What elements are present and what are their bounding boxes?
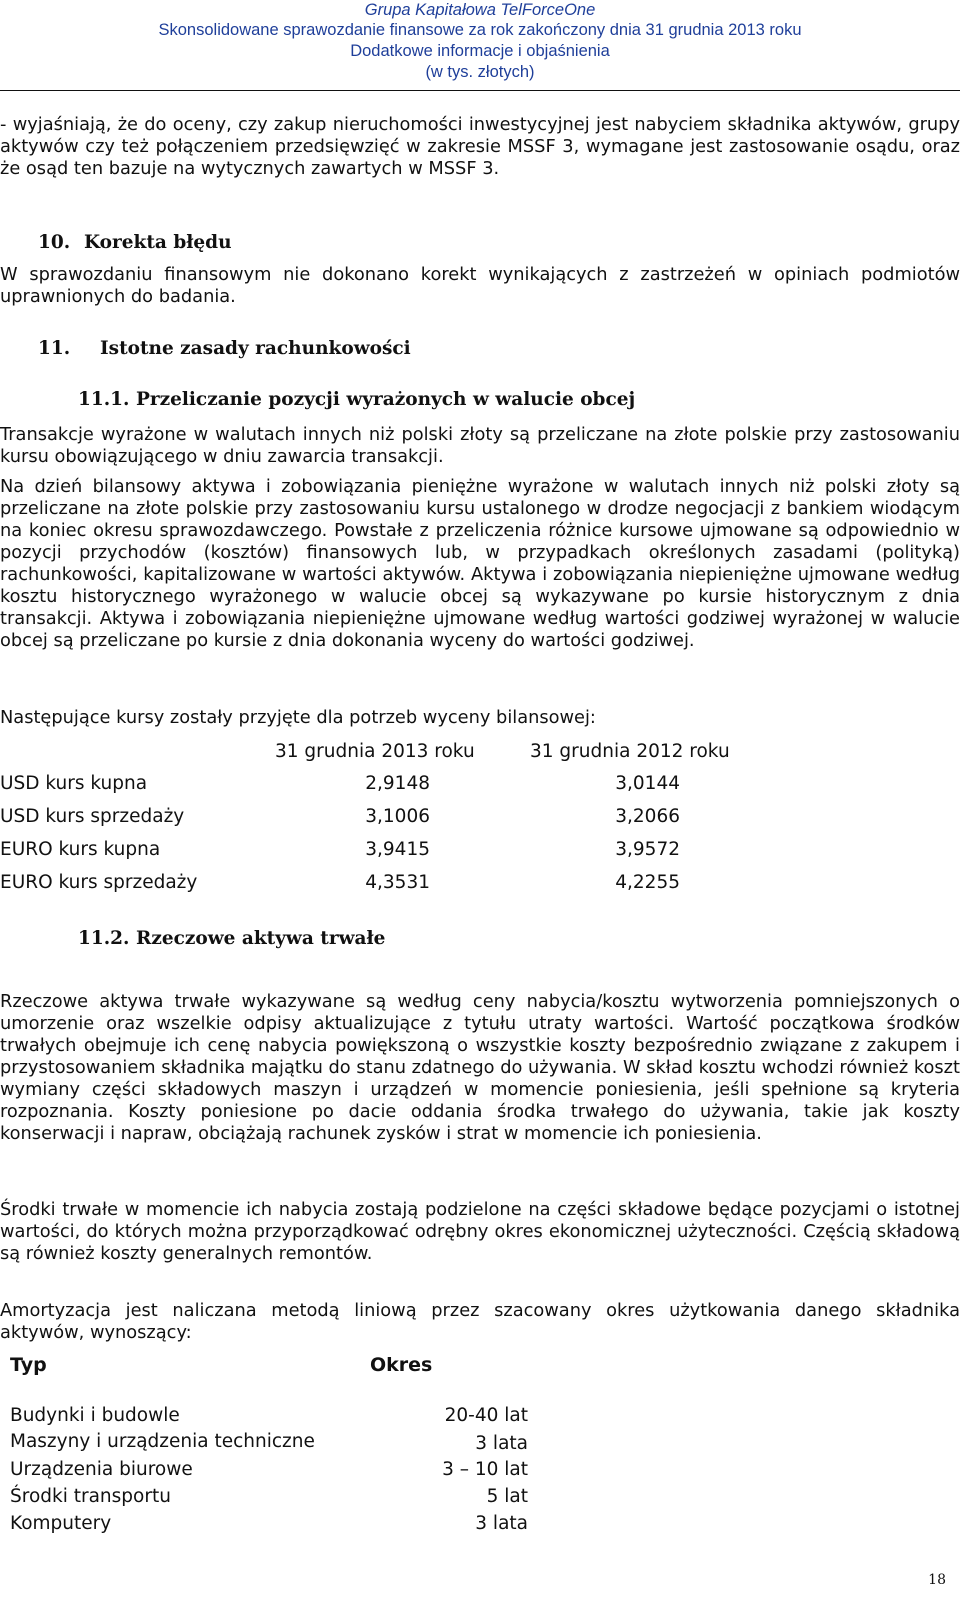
section-11-2-paragraph-2: Środki trwałe w momencie ich nabycia zostają podzielone na części składowe będące pozycjami o istotnej wartości, do których można przyporządkować odrębny okres ekonomicznej użyteczności. Częścią składową są również koszty generalnych remontów.	[0, 1199, 960, 1264]
header-group-name: Grupa Kapitałowa TelForceOne	[364, 1, 596, 19]
rates-row-value-2012: 3,0144	[615, 773, 680, 794]
page-number: 18	[928, 1572, 946, 1588]
section-11-2-paragraph-3: Amortyzacja jest naliczana metodą liniową przez szacowany okres użytkowania danego składnika aktywów, wynoszący:	[0, 1300, 960, 1343]
rates-row-label: EURO kurs sprzedaży	[0, 872, 198, 893]
rates-row-value-2012: 3,2066	[615, 806, 680, 827]
rates-row-value-2013: 3,9415	[365, 839, 430, 860]
section-11-heading	[38, 338, 411, 360]
depreciation-row-period: 3 lata	[475, 1433, 528, 1454]
depreciation-header-type: Typ	[10, 1354, 47, 1376]
rates-row-value-2012: 3,9572	[615, 839, 680, 860]
section-11-title: Istotne zasady rachunkowości	[100, 338, 411, 359]
section-11-1-heading: 11.1. Przeliczanie pozycji wyrażonych w walucie obcej	[78, 389, 636, 410]
header-units: (w tys. złotych)	[425, 63, 535, 81]
depreciation-row-type: Środki transportu	[10, 1486, 171, 1507]
section-10-number: 10.	[38, 232, 71, 253]
depreciation-row-period: 3 lata	[475, 1513, 528, 1534]
section-10-heading	[38, 232, 232, 254]
depreciation-row-period: 5 lat	[486, 1486, 528, 1507]
rates-row-value-2013: 4,3531	[365, 872, 430, 893]
header-report-title: Skonsolidowane sprawozdanie finansowe za rok zakończony dnia 31 grudnia 2013 roku	[158, 21, 802, 39]
rates-row-label: USD kurs sprzedaży	[0, 806, 185, 827]
depreciation-row-type: Urządzenia biurowe	[10, 1459, 193, 1480]
section-11-2-heading: 11.2. Rzeczowe aktywa trwałe	[78, 928, 386, 949]
intro-paragraph: - wyjaśniają, że do oceny, czy zakup nieruchomości inwestycyjnej jest nabyciem składnika aktywów, grupy aktywów czy też połączeniem przedsięwzięć w zakresie MSSF 3, wymagane jest zastosowanie osądu, oraz że osąd ten bazuje na wytycznych zawartych w MSSF 3.	[0, 114, 960, 179]
depreciation-row-period: 20-40 lat	[444, 1405, 528, 1426]
depreciation-row-type: Maszyny i urządzenia techniczne	[10, 1431, 315, 1452]
depreciation-row-period: 3 – 10 lat	[442, 1459, 528, 1480]
rates-row-label: USD kurs kupna	[0, 773, 148, 794]
section-11-2-paragraph-1: Rzeczowe aktywa trwałe wykazywane są według ceny nabycia/kosztu wytworzenia pomniejszonych o umorzenie oraz wszelkie odpisy aktualizujące z tytułu utraty wartości. Wartość początkowa środków trwałych obejmuje ich cenę nabycia powiększoną o wszystkie koszty bezpośrednio związane z zakupem i przystosowaniem składnika majątku do stanu zdatnego do używania. W skład kosztu wchodzi również koszt wymiany części składowych maszyn i urządzeń w momencie poniesienia, jeśli spełnione są kryteria rozpoznania. Koszty poniesione po dacie oddania środka trwałego do używania, takie jak koszty konserwacji i napraw, obciążają rachunek zysków i strat w momencie ich poniesienia.	[0, 991, 960, 1144]
section-11-number: 11.	[38, 338, 71, 359]
header-divider	[0, 90, 960, 91]
section-10-title: Korekta błędu	[84, 232, 232, 253]
section-11-1-paragraph-1: Transakcje wyrażone w walutach innych niż polski złoty są przeliczane na złote polskie przy zastosowaniu kursu obowiązującego w dniu zawarcia transakcji.	[0, 424, 960, 467]
rates-header-2012: 31 grudnia 2012 roku	[530, 741, 730, 762]
section-11-1-paragraph-3: Następujące kursy zostały przyjęte dla potrzeb wyceny bilansowej:	[0, 707, 596, 728]
section-11-1-paragraph-2: Na dzień bilansowy aktywa i zobowiązania pieniężne wyrażone w walutach innych niż polski złoty są przeliczane na złote polskie przy zastosowaniu kursu ustalonego w drodze negocjacji z bankiem wiodącym na koniec okresu sprawozdawczego. Powstałe z przeliczenia różnice kursowe ujmowane są odpowiednio w pozycji przychodów (kosztów) finansowych lub, w przypadkach określonych zasadami (polityką) rachunkowości, kapitalizowane w wartości aktywów. Aktywa i zobowiązania niepieniężne ujmowane według kosztu historycznego wyrażonego w walucie obcej są wykazywane po kursie historycznym z dnia transakcji. Aktywa i zobowiązania niepieniężne ujmowane według wartości godziwej wyrażonej w walucie obcej są przeliczane po kursie z dnia dokonania wyceny do wartości godziwej.	[0, 476, 960, 651]
rates-row-value-2012: 4,2255	[615, 872, 680, 893]
rates-row-label: EURO kurs kupna	[0, 839, 161, 860]
depreciation-row-type: Budynki i budowle	[10, 1405, 180, 1426]
rates-row-value-2013: 2,9148	[365, 773, 430, 794]
depreciation-header-period: Okres	[370, 1354, 433, 1376]
rates-row-value-2013: 3,1006	[365, 806, 430, 827]
section-10-text: W sprawozdaniu finansowym nie dokonano korekt wynikających z zastrzeżeń w opiniach podmiotów uprawnionych do badania.	[0, 264, 960, 307]
rates-header-2013: 31 grudnia 2013 roku	[275, 741, 475, 762]
depreciation-row-type: Komputery	[10, 1513, 112, 1534]
header-section-title: Dodatkowe informacje i objaśnienia	[350, 42, 610, 60]
